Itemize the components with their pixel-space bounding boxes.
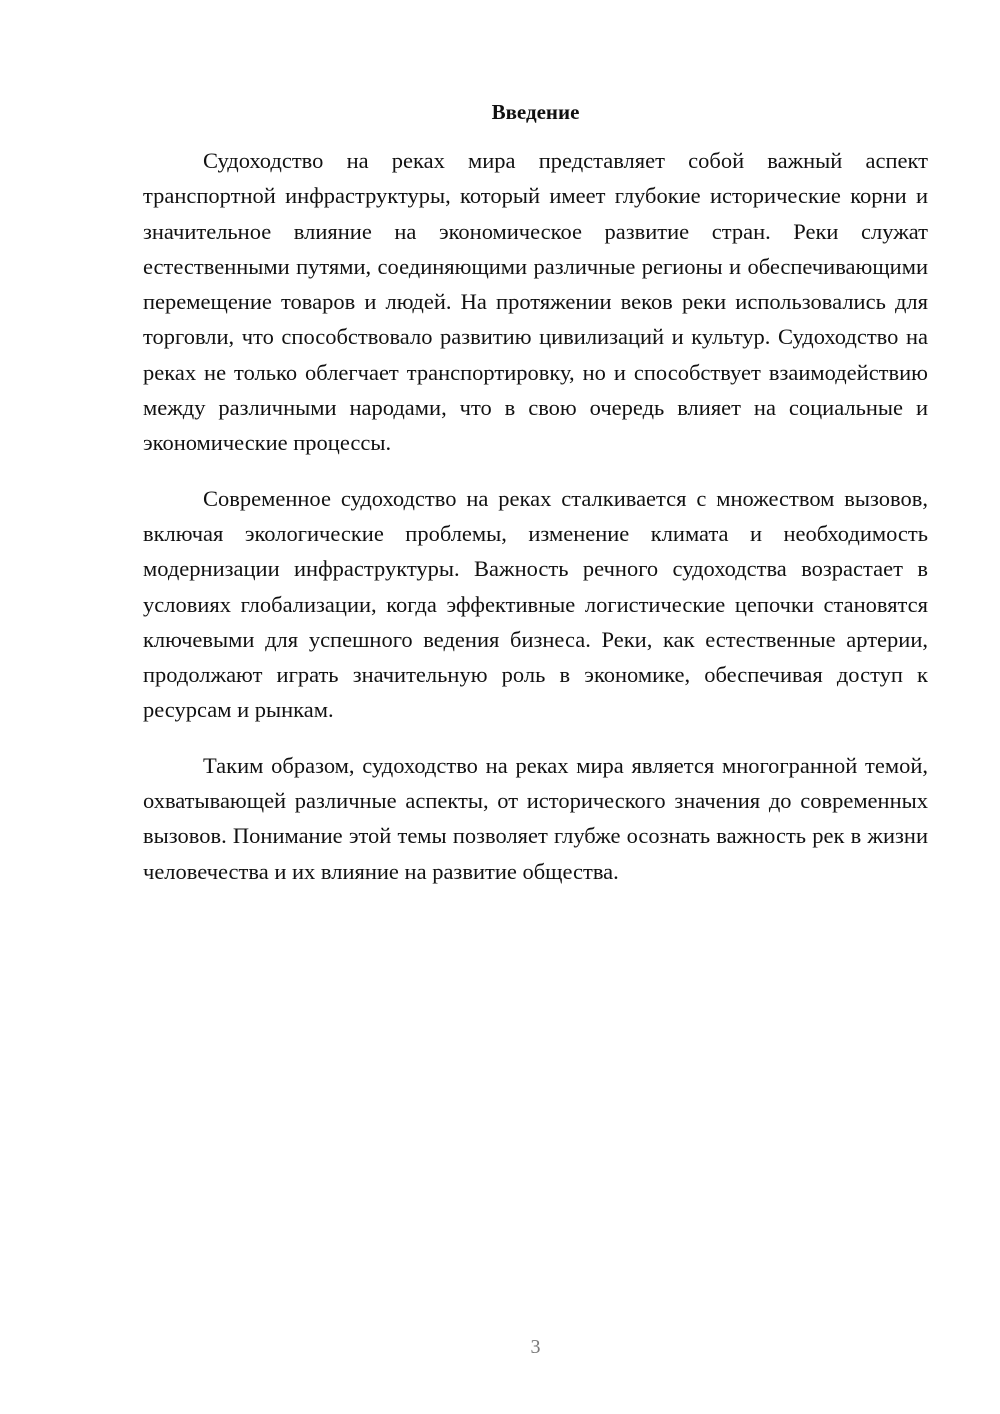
paragraph-2: Современное судоходство на реках сталкивается с множеством вызовов, включая экологические проблемы, изменение климата и необходимость модернизации инфраструктуры. Важность речного судоходства возрастает в условиях глобализации, когда эффективные логистические цепочки становятся ключевыми для успешного ведения бизнеса. Реки, как естественные артерии, продолжают играть значительную роль в экономике, обеспечивая доступ к ресурсам и рынкам. [143,485,928,723]
section-heading: Введение [491,100,580,124]
paragraph-3: Таким образом, судоходство на реках мира является многогранной темой, охватывающей различные аспекты, от исторического значения до современных вызовов. Понимание этой темы позволяет глубже осознать важность рек в жизни человечества и их влияние на развитие общества. [143,752,928,884]
paragraph-1: Судоходство на реках мира представляет собой важный аспект транспортной инфраструктуры, который имеет глубокие исторические корни и значительное влияние на экономическое развитие стран. Реки служат естественными путями, соединяющими различные регионы и обеспечивающими перемещение товаров и людей. На протяжении веков реки использовались для торговли, что способствовало развитию цивилизаций и культур. Судоходство на реках не только облегчает транспортировку, но и способствует взаимодействию между различными народами, что в свою очередь влияет на социальные и экономические процессы. [143,148,928,456]
page-number: 3 [530,1336,541,1358]
body-text [143,143,928,909]
